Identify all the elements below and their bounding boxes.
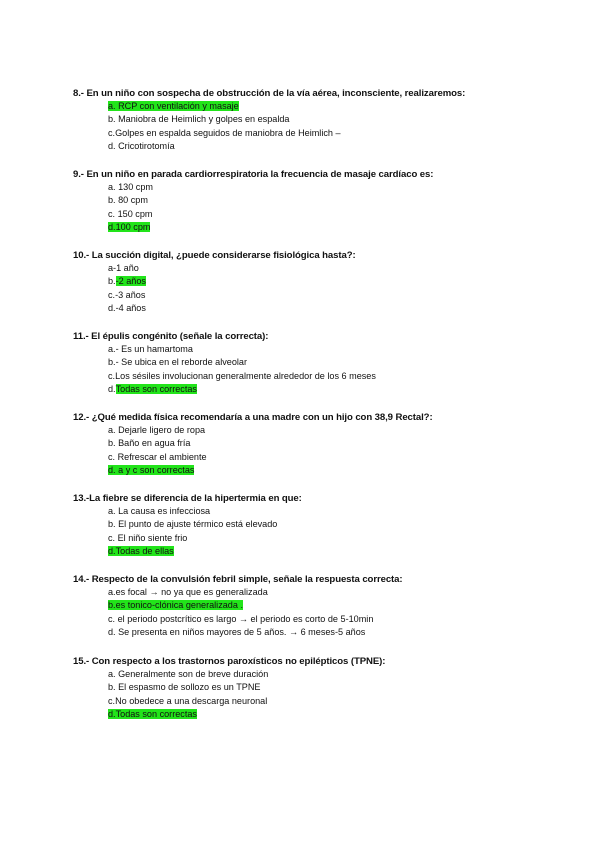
option-prefix: b.	[108, 276, 116, 287]
option-b: b. 80 cpm	[108, 195, 148, 206]
option-a: a.- Es un hamartoma	[108, 344, 193, 354]
options-list	[73, 586, 573, 640]
option-c: c. 150 cpm	[108, 208, 153, 219]
option-b	[108, 275, 573, 288]
option-c: c.Los sésiles involucionan generalmente alrededor de los 6 meses	[108, 370, 376, 381]
question-title: 12.- ¿Qué medida física recomendaría a una madre con un hijo con 38,9 Rectal?:	[73, 412, 433, 423]
question-8	[73, 87, 573, 154]
option-b: b.- Se ubica en el reborde alveolar	[108, 357, 248, 368]
option-d	[108, 545, 573, 558]
question-title: 10.- La succión digital, ¿puede considerarse fisiológica hasta?:	[73, 250, 356, 261]
option-c: c. El niño siente frio	[108, 532, 188, 543]
option-d	[108, 708, 573, 721]
question-title: 14.- Respecto de la convulsión febril simple, señale la respuesta correcta:	[73, 574, 403, 585]
correct-answer-highlight: -2 años	[115, 276, 146, 287]
option-b: b. Baño en agua fría	[108, 438, 191, 449]
option-a: a. 130 cpm	[108, 182, 153, 192]
question-15	[73, 655, 573, 722]
option-c: c.-3 años	[108, 289, 146, 300]
question-13	[73, 492, 573, 559]
option-d	[108, 383, 573, 396]
option-d	[108, 221, 573, 234]
question-14	[73, 573, 573, 640]
question-title: 13.-La fiebre se diferencia de la hipertermia en que:	[73, 493, 302, 504]
options-list	[73, 262, 573, 316]
question-title: 8.- En un niño con sospecha de obstrucción de la vía aérea, inconsciente, realizaremos:	[73, 88, 466, 99]
options-list	[73, 424, 573, 478]
correct-answer-highlight: a. RCP con ventilación y masaje	[108, 101, 239, 111]
option-b: b. Maniobra de Heimlich y golpes en espalda	[108, 114, 290, 125]
options-list	[73, 181, 573, 235]
options-list	[73, 343, 573, 397]
option-b: b. El espasmo de sollozo es un TPNE	[108, 682, 261, 693]
correct-answer-highlight: b.es tonico-clónica generalizada .	[108, 600, 243, 611]
option-a	[108, 100, 573, 113]
option-c: c. Refrescar el ambiente	[108, 451, 207, 462]
option-a: a. Generalmente son de breve duración	[108, 669, 269, 679]
correct-answer-highlight: d.100 cpm	[108, 222, 151, 233]
question-title: 15.- Con respecto a los trastornos paroxísticos no epilépticos (TPNE):	[73, 656, 386, 667]
option-d	[108, 464, 573, 477]
option-a: a-1 año	[108, 263, 139, 273]
question-11	[73, 330, 573, 397]
correct-answer-highlight: d.Todas son correctas	[108, 709, 197, 720]
question-9	[73, 168, 573, 235]
options-list	[73, 100, 573, 154]
option-b: b. El punto de ajuste térmico está elevado	[108, 519, 278, 530]
question-title: 9.- En un niño en parada cardiorrespiratoria la frecuencia de masaje cardíaco es:	[73, 169, 434, 180]
option-c: c. el periodo postcrítico es largo → el periodo es corto de 5-10min	[108, 613, 374, 624]
option-a: a.es focal → no ya que es generalizada	[108, 587, 268, 597]
question-12	[73, 411, 573, 478]
option-c: c.No obedece a una descarga neuronal	[108, 695, 268, 706]
question-10	[73, 249, 573, 316]
option-b	[108, 599, 573, 612]
correct-answer-highlight: Todas son correctas	[115, 384, 197, 395]
correct-answer-highlight: d. a y c son correctas	[108, 465, 195, 476]
option-d: d.-4 años	[108, 303, 146, 314]
option-prefix: d.	[108, 384, 116, 395]
option-a: a. Dejarle ligero de ropa	[108, 425, 206, 435]
option-c: c.Golpes en espalda seguidos de maniobra de Heimlich –	[108, 127, 341, 138]
option-d: d. Se presenta en niños mayores de 5 años. → 6 meses-5 años	[108, 627, 366, 638]
correct-answer-highlight: d.Todas de ellas	[108, 546, 174, 557]
option-a: a. La causa es infecciosa	[108, 506, 211, 516]
options-list	[73, 505, 573, 559]
options-list	[73, 668, 573, 722]
question-title: 11.- El épulis congénito (señale la correcta):	[73, 331, 269, 342]
option-d: d. Cricotirotomía	[108, 141, 175, 152]
